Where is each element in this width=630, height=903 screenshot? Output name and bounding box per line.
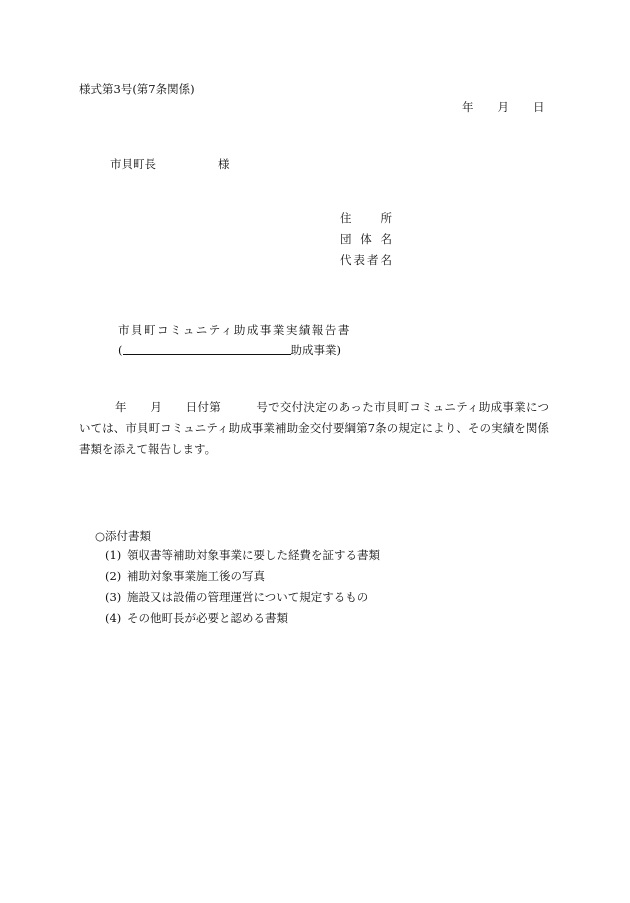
item-number: (2) (105, 569, 122, 583)
organization-name-label: 団体名 (340, 232, 392, 246)
applicant-block (340, 210, 392, 273)
date-month: 月 (497, 100, 509, 114)
form-number: 様式第3号(第7条関係) (79, 82, 195, 96)
attachments-list (105, 545, 380, 629)
subtitle-open: ( (118, 343, 123, 357)
item-number: (4) (105, 611, 122, 625)
representative-name-label: 代表者名 (340, 253, 392, 267)
subtitle-blank-line (123, 342, 291, 355)
date-line (462, 99, 545, 115)
list-item (105, 566, 380, 587)
item-text: 補助対象事業施工後の写真 (127, 569, 265, 583)
document-subtitle (118, 342, 341, 358)
item-number: (1) (105, 548, 122, 562)
body-text: 年 月 日付第 号で交付決定のあった市貝町コミュニティ助成事業については、市貝町コミュニティ助成事業補助金交付要綱第7条の規定により、その実績を関係書類を添えて報告します。 (79, 400, 549, 456)
date-day: 日 (533, 100, 545, 114)
addressee-honorific: 様 (218, 157, 230, 171)
list-item (105, 587, 380, 608)
item-number: (3) (105, 590, 122, 604)
item-text: その他町長が必要と認める書類 (127, 611, 288, 625)
item-text: 施設又は設備の管理運営について規定するもの (127, 590, 369, 604)
subtitle-suffix: 助成事業) (290, 343, 341, 357)
list-item (105, 608, 380, 629)
attachments-heading: ○添付書類 (95, 529, 152, 543)
addressee (110, 156, 230, 172)
item-text: 領収書等補助対象事業に要した経費を証する書類 (127, 548, 380, 562)
address-label: 住 所 (340, 211, 392, 225)
document-title: 市貝町コミュニティ助成事業実績報告書 (118, 323, 351, 337)
addressee-name: 市貝町長 (110, 157, 156, 171)
list-item (105, 545, 380, 566)
date-year: 年 (462, 100, 474, 114)
